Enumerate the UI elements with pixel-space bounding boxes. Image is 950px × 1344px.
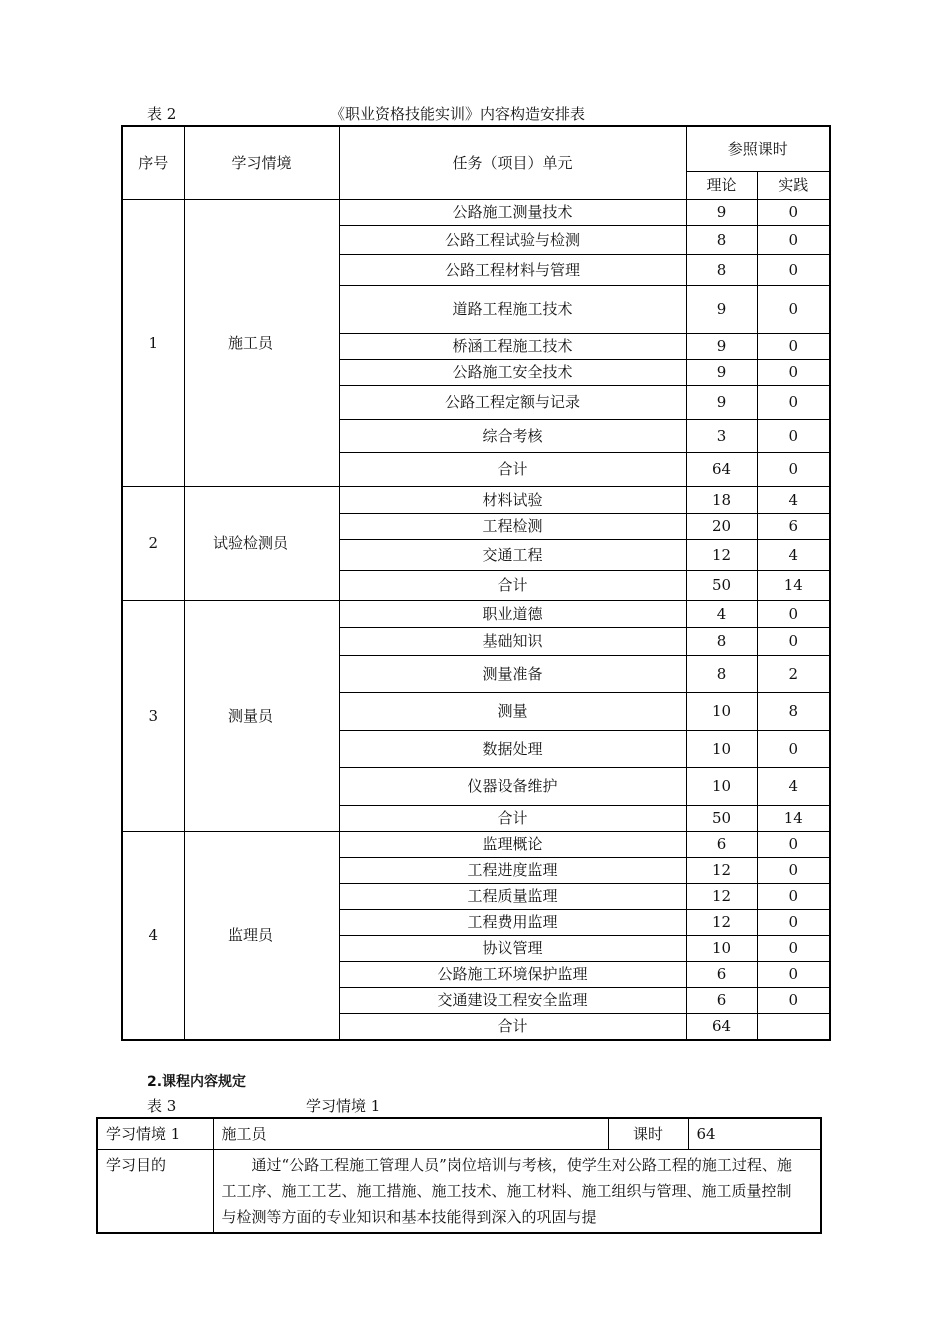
cell-task: 工程质量监理 xyxy=(339,883,686,909)
cell-practice: 0 xyxy=(757,600,830,627)
cell-task: 公路工程定额与记录 xyxy=(339,385,686,419)
cell-task: 工程检测 xyxy=(339,513,686,539)
cell-theory: 12 xyxy=(686,883,757,909)
section-heading: 2.课程内容规定 xyxy=(147,1074,247,1090)
cell-theory: 8 xyxy=(686,627,757,655)
situation-value: 施工员 xyxy=(213,1118,608,1150)
cell-practice: 0 xyxy=(757,935,830,961)
cell-task: 仪器设备维护 xyxy=(339,767,686,805)
cell-task: 交通建设工程安全监理 xyxy=(339,987,686,1013)
objective-label: 学习目的 xyxy=(97,1150,213,1234)
group-index: 3 xyxy=(122,600,184,831)
cell-practice: 0 xyxy=(757,225,830,254)
hours-label: 课时 xyxy=(608,1118,688,1150)
group-situation: 测量员 xyxy=(184,600,339,831)
cell-practice: 2 xyxy=(757,655,830,692)
cell-practice: 0 xyxy=(757,359,830,385)
cell-practice: 0 xyxy=(757,419,830,452)
cell-practice: 0 xyxy=(757,909,830,935)
group-index: 1 xyxy=(122,199,184,486)
cell-practice: 0 xyxy=(757,254,830,285)
cell-practice: 6 xyxy=(757,513,830,539)
course-structure-table xyxy=(121,125,831,1041)
cell-practice: 0 xyxy=(757,857,830,883)
cell-task: 测量 xyxy=(339,692,686,730)
cell-theory: 10 xyxy=(686,935,757,961)
cell-practice: 0 xyxy=(757,730,830,767)
cell-task: 桥涵工程施工技术 xyxy=(339,333,686,359)
cell-task: 交通工程 xyxy=(339,539,686,570)
group-index: 4 xyxy=(122,831,184,1040)
cell-practice: 4 xyxy=(757,486,830,513)
cell-theory: 10 xyxy=(686,730,757,767)
header-task: 任务（项目）单元 xyxy=(339,126,686,199)
cell-practice: 14 xyxy=(757,570,830,600)
cell-task: 基础知识 xyxy=(339,627,686,655)
cell-theory: 64 xyxy=(686,452,757,486)
table3-title: 学习情境 1 xyxy=(306,1097,381,1115)
header-practice: 实践 xyxy=(757,171,830,199)
cell-task: 综合考核 xyxy=(339,419,686,452)
cell-task: 合计 xyxy=(339,452,686,486)
header-situation: 学习情境 xyxy=(184,126,339,199)
cell-practice: 0 xyxy=(757,333,830,359)
cell-practice: 0 xyxy=(757,452,830,486)
cell-task: 公路施工环境保护监理 xyxy=(339,961,686,987)
cell-theory: 8 xyxy=(686,254,757,285)
cell-theory: 20 xyxy=(686,513,757,539)
cell-theory: 6 xyxy=(686,831,757,857)
cell-task: 公路工程材料与管理 xyxy=(339,254,686,285)
table-row xyxy=(122,199,830,225)
cell-theory: 9 xyxy=(686,385,757,419)
cell-theory: 8 xyxy=(686,225,757,254)
cell-theory: 12 xyxy=(686,857,757,883)
header-hours: 参照课时 xyxy=(686,126,830,171)
cell-task: 测量准备 xyxy=(339,655,686,692)
cell-practice: 14 xyxy=(757,805,830,831)
cell-practice: 4 xyxy=(757,539,830,570)
cell-theory: 12 xyxy=(686,539,757,570)
cell-practice: 0 xyxy=(757,385,830,419)
cell-task: 监理概论 xyxy=(339,831,686,857)
cell-theory: 3 xyxy=(686,419,757,452)
cell-task: 材料试验 xyxy=(339,486,686,513)
cell-theory: 6 xyxy=(686,961,757,987)
cell-practice: 0 xyxy=(757,961,830,987)
cell-practice: 4 xyxy=(757,767,830,805)
cell-theory: 64 xyxy=(686,1013,757,1040)
cell-practice: 0 xyxy=(757,285,830,333)
group-index: 2 xyxy=(122,486,184,600)
header-theory: 理论 xyxy=(686,171,757,199)
group-situation: 监理员 xyxy=(184,831,339,1040)
table2-label: 表 2 xyxy=(147,105,177,123)
cell-practice: 0 xyxy=(757,987,830,1013)
situation-label: 学习情境 1 xyxy=(97,1118,213,1150)
cell-task: 工程进度监理 xyxy=(339,857,686,883)
cell-task: 公路工程试验与检测 xyxy=(339,225,686,254)
cell-task: 合计 xyxy=(339,805,686,831)
cell-theory: 10 xyxy=(686,767,757,805)
table-row xyxy=(122,600,830,627)
cell-practice xyxy=(757,1013,830,1040)
table-row xyxy=(122,486,830,513)
table-row xyxy=(122,831,830,857)
cell-task: 道路工程施工技术 xyxy=(339,285,686,333)
objective-text: 通过“公路工程施工管理人员”岗位培训与考核，使学生对公路工程的施工过程、施工工序、施工工艺、施工措施、施工技术、施工材料、施工组织与管理、施工质量控制与检测等方面的专业知识和基本技能得到深入的巩固与提 xyxy=(213,1150,821,1234)
cell-theory: 9 xyxy=(686,285,757,333)
cell-practice: 0 xyxy=(757,831,830,857)
cell-theory: 12 xyxy=(686,909,757,935)
cell-theory: 10 xyxy=(686,692,757,730)
cell-task: 职业道德 xyxy=(339,600,686,627)
cell-theory: 9 xyxy=(686,333,757,359)
cell-theory: 8 xyxy=(686,655,757,692)
group-situation: 施工员 xyxy=(184,199,339,486)
cell-task: 数据处理 xyxy=(339,730,686,767)
cell-task: 协议管理 xyxy=(339,935,686,961)
cell-practice: 0 xyxy=(757,627,830,655)
header-index: 序号 xyxy=(122,126,184,199)
table2-title: 《职业资格技能实训》内容构造安排表 xyxy=(330,105,586,123)
cell-task: 公路施工测量技术 xyxy=(339,199,686,225)
cell-practice: 0 xyxy=(757,199,830,225)
cell-theory: 9 xyxy=(686,199,757,225)
cell-theory: 9 xyxy=(686,359,757,385)
cell-task: 合计 xyxy=(339,1013,686,1040)
cell-theory: 50 xyxy=(686,570,757,600)
learning-situation-table xyxy=(96,1117,822,1234)
cell-practice: 8 xyxy=(757,692,830,730)
cell-theory: 50 xyxy=(686,805,757,831)
cell-practice: 0 xyxy=(757,883,830,909)
cell-task: 工程费用监理 xyxy=(339,909,686,935)
hours-value: 64 xyxy=(688,1118,821,1150)
group-situation: 试验检测员 xyxy=(184,486,339,600)
table3-label: 表 3 xyxy=(147,1097,177,1115)
cell-theory: 4 xyxy=(686,600,757,627)
cell-theory: 18 xyxy=(686,486,757,513)
cell-theory: 6 xyxy=(686,987,757,1013)
cell-task: 合计 xyxy=(339,570,686,600)
cell-task: 公路施工安全技术 xyxy=(339,359,686,385)
